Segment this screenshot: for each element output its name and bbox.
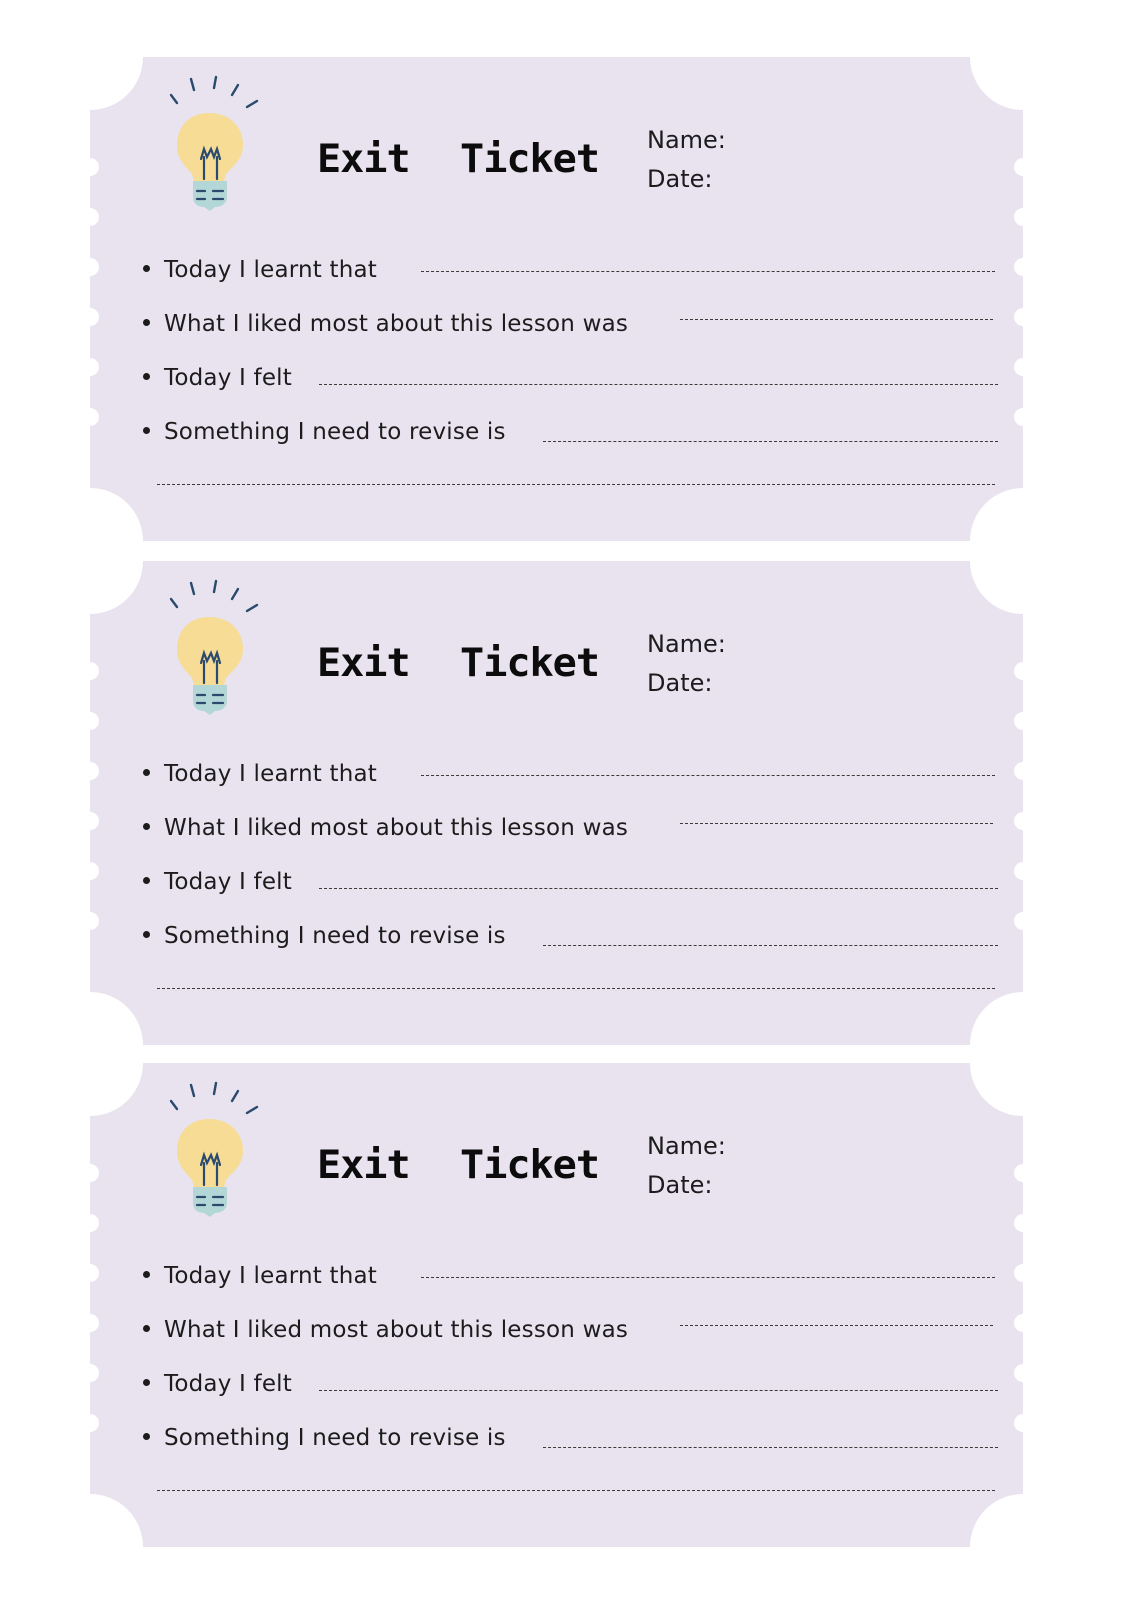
bullet-icon bbox=[143, 1325, 150, 1332]
answer-line[interactable] bbox=[680, 823, 993, 824]
bullet-icon bbox=[143, 1271, 150, 1278]
answer-line[interactable] bbox=[319, 888, 998, 889]
answer-line[interactable] bbox=[543, 441, 998, 442]
ticket-title: Exit Ticket bbox=[317, 641, 599, 686]
prompt-text: Today I learnt that bbox=[164, 761, 378, 787]
ticket-meta bbox=[647, 625, 726, 703]
date-label: Date: bbox=[647, 165, 713, 193]
prompt-item bbox=[143, 1417, 506, 1451]
prompt-text: Today I felt bbox=[164, 869, 292, 895]
bullet-icon bbox=[143, 319, 150, 326]
prompt-item bbox=[143, 1363, 292, 1397]
answer-line[interactable] bbox=[421, 1277, 995, 1278]
light-rays bbox=[171, 1083, 257, 1113]
bullet-icon bbox=[143, 823, 150, 830]
prompt-text: What I liked most about this lesson was bbox=[164, 1317, 629, 1343]
prompt-item bbox=[143, 915, 506, 949]
exit-ticket bbox=[90, 1063, 1023, 1547]
answer-line[interactable] bbox=[680, 1325, 993, 1326]
answer-line[interactable] bbox=[543, 1447, 998, 1448]
ticket-meta bbox=[647, 1127, 726, 1205]
bullet-icon bbox=[143, 931, 150, 938]
prompt-text: What I liked most about this lesson was bbox=[164, 311, 629, 337]
prompt-item bbox=[143, 861, 292, 895]
extra-answer-line[interactable] bbox=[157, 988, 995, 989]
answer-line[interactable] bbox=[319, 1390, 998, 1391]
answer-line[interactable] bbox=[319, 384, 998, 385]
prompt-item bbox=[143, 249, 377, 283]
prompt-text: What I liked most about this lesson was bbox=[164, 815, 629, 841]
ticket-title: Exit Ticket bbox=[317, 1143, 599, 1188]
bulb-base bbox=[193, 685, 227, 715]
extra-answer-line[interactable] bbox=[157, 484, 995, 485]
prompt-item bbox=[143, 357, 292, 391]
bulb-base bbox=[193, 1187, 227, 1217]
answer-line[interactable] bbox=[543, 945, 998, 946]
prompt-item bbox=[143, 807, 628, 841]
bullet-icon bbox=[143, 877, 150, 884]
prompt-text: Today I learnt that bbox=[164, 1263, 378, 1289]
prompt-text: Something I need to revise is bbox=[164, 923, 506, 949]
prompt-text: Today I learnt that bbox=[164, 257, 378, 283]
prompt-item bbox=[143, 753, 377, 787]
bullet-icon bbox=[143, 427, 150, 434]
bullet-icon bbox=[143, 265, 150, 272]
extra-answer-line[interactable] bbox=[157, 1490, 995, 1491]
name-label: Name: bbox=[647, 126, 726, 154]
ticket-meta bbox=[647, 121, 726, 199]
answer-line[interactable] bbox=[421, 775, 995, 776]
prompt-item bbox=[143, 303, 628, 337]
date-label: Date: bbox=[647, 669, 713, 697]
date-label: Date: bbox=[647, 1171, 713, 1199]
light-rays bbox=[171, 77, 257, 107]
exit-ticket bbox=[90, 57, 1023, 541]
name-label: Name: bbox=[647, 1132, 726, 1160]
lightbulb-icon bbox=[165, 75, 265, 211]
prompt-item bbox=[143, 1255, 377, 1289]
name-label: Name: bbox=[647, 630, 726, 658]
prompt-item bbox=[143, 1309, 628, 1343]
bulb-base bbox=[193, 181, 227, 211]
bullet-icon bbox=[143, 1379, 150, 1386]
lightbulb-icon bbox=[165, 1081, 265, 1217]
prompt-item bbox=[143, 411, 506, 445]
exit-ticket bbox=[90, 561, 1023, 1045]
bullet-icon bbox=[143, 373, 150, 380]
prompt-text: Today I felt bbox=[164, 1371, 292, 1397]
bullet-icon bbox=[143, 1433, 150, 1440]
prompt-text: Something I need to revise is bbox=[164, 419, 506, 445]
prompt-text: Something I need to revise is bbox=[164, 1425, 506, 1451]
answer-line[interactable] bbox=[421, 271, 995, 272]
bullet-icon bbox=[143, 769, 150, 776]
lightbulb-icon bbox=[165, 579, 265, 715]
light-rays bbox=[171, 581, 257, 611]
ticket-title: Exit Ticket bbox=[317, 137, 599, 182]
answer-line[interactable] bbox=[680, 319, 993, 320]
prompt-text: Today I felt bbox=[164, 365, 292, 391]
